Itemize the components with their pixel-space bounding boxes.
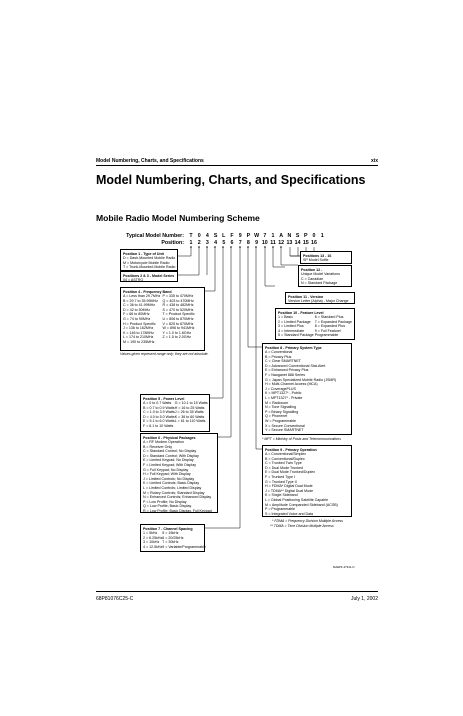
position-6-line: C = Standard Control; No Display bbox=[143, 449, 197, 454]
position-10-line: 9 = Full Feature/ bbox=[314, 328, 342, 333]
model-char: F bbox=[230, 233, 234, 239]
position-9-line: P = Programmable bbox=[265, 507, 295, 512]
position-1-line: D = Dash-Mounted Mobile Radio bbox=[123, 256, 176, 261]
position-number: 6 bbox=[230, 240, 234, 246]
position-number: 7 bbox=[238, 240, 242, 246]
position-4-line: C = 36 to 41.99MHz bbox=[123, 303, 156, 308]
position-5-line: E = 5.1 to 6.0 Watts bbox=[143, 419, 175, 424]
model-char: N bbox=[287, 233, 292, 239]
position-number: 15 bbox=[302, 240, 309, 246]
position-4-line: W = 896 to 941MHz bbox=[162, 326, 195, 331]
position-9-line: F = Trunked Type I bbox=[265, 475, 295, 480]
position-4-line: G = 74 to 90MHz bbox=[123, 317, 151, 322]
position-12-line: C = Canadian bbox=[301, 276, 324, 281]
position-10-line: 3 = Limited Plus bbox=[278, 324, 304, 329]
position-5-line: B = 0.7 to 0.9 Watts bbox=[143, 405, 175, 410]
position-4-line: M = 190 to 235MHz bbox=[123, 340, 155, 345]
position-8-line: L = MPT1327* - Private bbox=[265, 396, 303, 401]
position-9-line: S = Integrated Voice and Data bbox=[265, 511, 314, 516]
positions-13-16-title: Positions 13 - 16 bbox=[303, 253, 332, 258]
position-8-line: Y = Secure SMARTNET bbox=[265, 428, 304, 433]
model-char: W bbox=[254, 233, 260, 239]
position-9-line: E = Dual Mode Trunked/Duplex bbox=[265, 470, 316, 475]
position-6-line: R = Low Profile; Basic Display, Full Keypad bbox=[143, 509, 212, 513]
position-6-line: N = Enhanced Controls; Enhanced Display bbox=[143, 495, 212, 500]
position-6-line: H = Full Keypad; With Display bbox=[143, 472, 191, 477]
position-9-line: J = TDMA** Digital Dual Mode bbox=[265, 488, 314, 493]
position-4-line: Q = 403 to 470MHz bbox=[162, 298, 194, 303]
position-number: 2 bbox=[197, 240, 201, 246]
position-6-title: Position 6 - Physical Packages bbox=[143, 435, 196, 440]
position-8-line: K = MPT1327* - Public bbox=[265, 391, 302, 396]
position-9-note-2: ** TDMA = Time Division Multiple Access bbox=[270, 524, 334, 528]
position-number: 5 bbox=[222, 240, 226, 246]
position-4-line: T = Product Specific bbox=[162, 312, 195, 317]
footer-date: July 1, 2002 bbox=[351, 596, 378, 602]
position-8-line: Q = Phonenet bbox=[265, 414, 288, 419]
position-number: 1 bbox=[189, 240, 193, 246]
position-8-line: J = CoveragePLUS bbox=[265, 386, 296, 391]
position-9-line: L = Global Positioning Satellite Capable bbox=[265, 498, 329, 503]
position-1-title: Position 1 - Type of Unit bbox=[123, 251, 164, 256]
model-char: 9 bbox=[238, 233, 242, 239]
position-8-line: D = Advanced Conventional Stat-Alert bbox=[265, 363, 326, 368]
section-subtitle: Mobile Radio Model Numbering Scheme bbox=[96, 213, 260, 223]
position-10-line: 4 = Intermediate bbox=[278, 328, 305, 333]
position-7-title: Position 7 - Channel Spacing bbox=[143, 526, 193, 531]
position-4-line: B = 29.7 to 35.99MHz bbox=[123, 298, 158, 303]
position-5-box bbox=[140, 394, 210, 432]
position-7-line: 1 = 5kHz bbox=[143, 531, 158, 536]
position-4-line: P = 335 to 470MHz bbox=[162, 294, 194, 299]
position-6-line: D = Standard Control; With Display bbox=[143, 453, 199, 458]
position-number: 12 bbox=[278, 240, 285, 246]
position-7-line: 4 = 12.5kHz bbox=[143, 544, 163, 549]
model-char: 1 bbox=[271, 233, 275, 239]
position-10-line: 6 = Standard Plus bbox=[314, 315, 344, 320]
position-1-box bbox=[120, 249, 178, 271]
position-number: 3 bbox=[205, 240, 209, 246]
model-char: 1 bbox=[320, 233, 324, 239]
position-11-line: Version Letter (Alpha) - Major Change bbox=[288, 299, 349, 304]
position-9-line: H = FDMA* Digital Dual Mode bbox=[265, 484, 313, 489]
position-9-line: C = Trunked Twin Type bbox=[265, 461, 302, 466]
position-10-line: Programmable bbox=[314, 333, 339, 338]
position-5-line: A = 0 to 0.7 Watts bbox=[143, 401, 172, 406]
position-5-title: Position 5 - Power Level bbox=[143, 396, 185, 401]
position-5-line: H = 16 to 25 Watts bbox=[174, 405, 205, 410]
position-11-title: Position 11 - Version bbox=[288, 294, 324, 299]
position-7-line: 5 = 15kHz bbox=[162, 531, 179, 536]
figure-id: MAEPF-27341-O bbox=[333, 565, 355, 569]
position-9-line: K = Single Sideband bbox=[265, 493, 298, 498]
model-char: P bbox=[246, 233, 251, 239]
position-8-note: * MPT = Ministry of Posts and Telecommunications bbox=[262, 437, 341, 441]
footer-rule bbox=[96, 591, 378, 592]
model-char: 7 bbox=[263, 233, 267, 239]
position-6-line: F = Limited Keypad; With Display bbox=[143, 463, 197, 468]
position-number: 14 bbox=[294, 240, 301, 246]
position-4-line: Y = 1.0 to 1.6GHz bbox=[162, 330, 192, 335]
position-9-line: G = Trunked Type II bbox=[265, 479, 297, 484]
position-8-line: C = Clear SMARTNET bbox=[265, 359, 301, 364]
positions-13-16-line: SP Model Suffix bbox=[303, 258, 329, 263]
model-char: S bbox=[213, 233, 218, 239]
positions-13-16-box bbox=[300, 251, 352, 264]
position-7-line: 3 = 10kHz bbox=[143, 540, 160, 545]
position-8-title: Position 8 - Primary System Type bbox=[265, 345, 322, 350]
position-8-line: M = Radiocom bbox=[265, 400, 289, 405]
position-4-title: Position 4 - Frequency Band bbox=[123, 289, 172, 294]
position-10-box bbox=[275, 308, 355, 340]
position-8-line: F = Nauganet 888 Series bbox=[265, 373, 306, 378]
position-8-line: G = Japan Specialized Mobile Radio (JSMR) bbox=[265, 377, 337, 382]
position-6-line: M = Rotary Controls; Standard Display bbox=[143, 490, 205, 495]
position-6-line: A = RF Modem Operation bbox=[143, 440, 184, 445]
footer-doc-number: 68P81076C25-C bbox=[96, 596, 134, 602]
model-char: 4 bbox=[205, 233, 209, 239]
model-char: 0 bbox=[312, 233, 316, 239]
position-7-line: 2 = 6.25kHz bbox=[143, 535, 163, 540]
model-char: P bbox=[304, 233, 308, 239]
position-12-title: Position 12 - bbox=[301, 267, 323, 272]
position-4-line: D = 42 to 50MHz bbox=[123, 307, 151, 312]
position-8-line: E = Enhanced Privacy Plus bbox=[265, 368, 309, 373]
position-number: 11 bbox=[270, 240, 276, 246]
position-7-box bbox=[140, 524, 205, 552]
position-4-note: Values given represent range only; they are not absolute. bbox=[120, 352, 209, 356]
position-number: 10 bbox=[261, 240, 268, 246]
position-4-line: Z = 1.5 to 2.0GHz bbox=[162, 335, 191, 340]
position-9-title: Position 9 - Primary Operation bbox=[265, 447, 317, 452]
position-4-box bbox=[120, 287, 205, 351]
position-6-line: G = Full Keypad; No Display bbox=[143, 467, 189, 472]
model-char: 0 bbox=[197, 233, 201, 239]
positions-2-3-line: 04 = ASTRO bbox=[123, 278, 144, 283]
position-4-line: V = 825 to 870MHz bbox=[162, 321, 194, 326]
model-char: A bbox=[279, 233, 284, 239]
position-6-line: B = Receiver Only bbox=[143, 444, 173, 449]
position-8-line: A = Conventional bbox=[265, 350, 293, 355]
position-10-line: 7 = Expanded Package bbox=[314, 319, 352, 324]
position-8-line: W = Programmable bbox=[265, 419, 297, 423]
position-10-line: 1 = Basic bbox=[278, 315, 293, 320]
position-7-line: 9 = Variable/Programmable bbox=[162, 544, 206, 549]
position-4-line: S = 470 to 520MHz bbox=[162, 307, 194, 312]
position-4-line: A = Less than 29.7MHz bbox=[123, 294, 161, 299]
position-10-title: Position 10 - Feature Level bbox=[278, 310, 324, 315]
position-10-line: 8 = Expanded Plus bbox=[314, 324, 346, 329]
position-8-line: H = Multi-Channel Access (MCA) bbox=[265, 382, 318, 387]
position-11-box bbox=[285, 292, 355, 304]
position-10-line: 2 = Limited Package bbox=[278, 319, 311, 324]
position-10-line: 5 = Standard Package bbox=[278, 333, 314, 338]
position-7-line: 7 = 30kHz bbox=[162, 540, 179, 545]
model-number-label: Typical Model Number: bbox=[126, 233, 184, 239]
position-4-line: L = 174 to 210MHz bbox=[123, 335, 154, 340]
model-char: T bbox=[189, 233, 193, 239]
position-number: 9 bbox=[255, 240, 259, 246]
position-5-line: D = 4.0 to 5.0 Watts bbox=[143, 414, 175, 419]
position-6-box bbox=[140, 433, 218, 513]
page-number: xix bbox=[371, 158, 378, 164]
position-1-line: M = Motorcycle Mobile Radio bbox=[123, 260, 170, 265]
position-number: 13 bbox=[286, 240, 293, 246]
position-12-box bbox=[298, 265, 352, 287]
position-5-line: C = 1.0 to 3.9 Watts bbox=[143, 410, 175, 415]
position-9-box bbox=[262, 445, 352, 517]
running-header-section: Model Numbering, Charts, and Specifications bbox=[96, 158, 204, 164]
position-8-box bbox=[262, 343, 352, 435]
position-4-line: R = 438 to 482MHz bbox=[162, 303, 194, 308]
position-9-line: A = Conventional/Simplex bbox=[265, 452, 307, 457]
position-4-line: U = 806 to 870MHz bbox=[162, 317, 194, 322]
position-12-line: N = Standard Package bbox=[301, 281, 338, 286]
position-9-note-1: * FDMA = Frequency Division Multiple Access bbox=[272, 519, 344, 523]
page-title: Model Numbering, Charts, and Specifications bbox=[96, 173, 366, 187]
model-char: S bbox=[295, 233, 300, 239]
position-4-line: J = 136 to 162MHz bbox=[123, 326, 154, 331]
position-4-line: F = 66 to 80MHz bbox=[123, 312, 150, 317]
position-number: 8 bbox=[246, 240, 250, 246]
position-5-line: F = 6.1 to 10 Watts bbox=[143, 424, 174, 429]
position-number: 16 bbox=[311, 240, 317, 246]
position-8-line: P = Binary Signalling bbox=[265, 409, 299, 414]
position-6-line: E = Limited Keypad; No Display bbox=[143, 458, 194, 463]
position-6-line: J = Limited Controls; No Display bbox=[143, 476, 195, 481]
position-9-line: B = Conventional/Duplex bbox=[265, 456, 305, 461]
position-4-line: K = 146 to 178MHz bbox=[123, 330, 154, 335]
position-6-line: Q = Low Profile; Basic Display bbox=[143, 504, 192, 509]
position-7-line: 6 = 20/25kHz bbox=[162, 535, 184, 540]
model-char: L bbox=[222, 233, 226, 239]
positions-2-3-title: Positions 2 & 3 - Model Series bbox=[123, 273, 175, 278]
position-5-line: K = 36 to 60 Watts bbox=[174, 414, 205, 419]
position-8-line: X = Secure Conventional bbox=[265, 423, 305, 428]
position-9-line: M = Amplitude Companded Sideband (ACSB) bbox=[265, 502, 338, 507]
position-5-line: L = 61 to 110 Watts bbox=[174, 419, 206, 424]
position-12-line: Unique Model Variations bbox=[301, 272, 340, 277]
position-1-line: T = Trunk-Mounted Mobile Radio bbox=[123, 265, 176, 270]
position-6-line: L = Limited Controls; Limited Display bbox=[143, 486, 202, 491]
position-number: 4 bbox=[214, 240, 218, 246]
position-4-line: H = Product Specific bbox=[123, 321, 156, 326]
position-8-line: B = Privacy Plus bbox=[265, 354, 292, 359]
position-5-line: J = 26 to 35 Watts bbox=[174, 410, 204, 415]
position-6-line: P = Low Profile; No Display bbox=[143, 499, 187, 504]
position-5-line: G = 10.1 to 15 Watts bbox=[174, 401, 208, 406]
position-9-line: D = Dual Mode Trunked bbox=[265, 465, 304, 470]
positions-2-3-box bbox=[120, 271, 178, 282]
position-label: Position: bbox=[161, 240, 184, 246]
position-8-line: N = Tone Signalling bbox=[265, 405, 297, 410]
position-6-line: K = Limited Controls; Basic Display bbox=[143, 481, 200, 486]
